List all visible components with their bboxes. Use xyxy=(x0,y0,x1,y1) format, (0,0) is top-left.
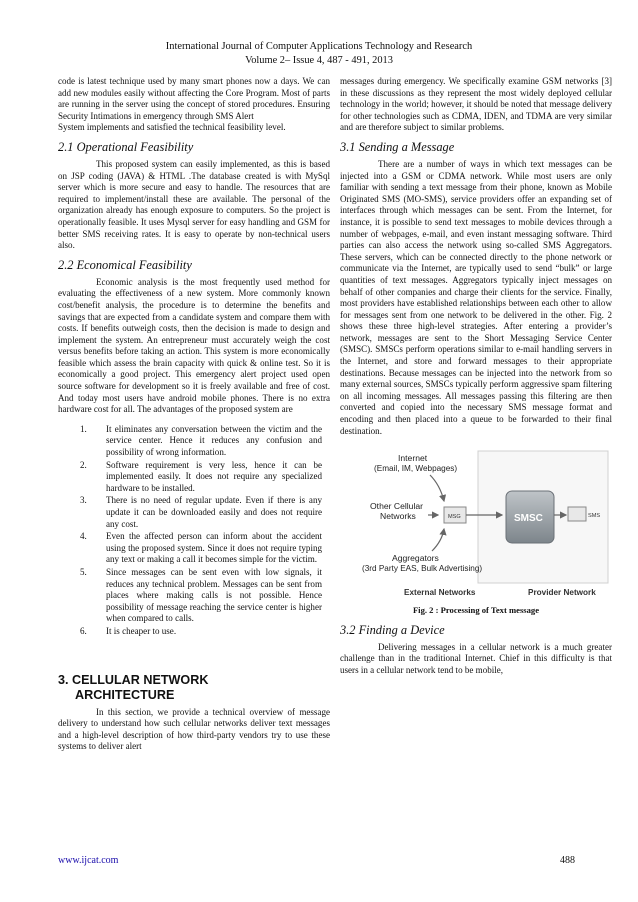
left-intro-paragraph-2: System implements and satisfied the technical feasibility level. xyxy=(58,122,286,133)
list-item xyxy=(58,460,322,495)
smsc-label: SMSC xyxy=(514,513,543,525)
list-item xyxy=(58,531,322,566)
sms-envelope-icon xyxy=(568,507,586,521)
journal-url-link[interactable]: www.ijcat.com xyxy=(58,855,119,866)
list-number: 1. xyxy=(80,423,87,434)
section-3-heading-line-1: 3. CELLULAR NETWORK xyxy=(58,672,209,687)
page-number: 488 xyxy=(560,855,575,866)
msg-label: MSG xyxy=(448,514,461,521)
list-text: Even the affected person can inform about the accident using the proposed system. Since it does not require typing any text or making a call it becomes simple for the victim. xyxy=(106,531,322,565)
list-text: Since messages can be sent even with low signals, it reduces any technical problem. Messages can be sent from places where making calls is not possible. Hence possibility of message reaching the service center is higher when compared to calls. xyxy=(106,566,322,624)
left-intro-paragraph: code is latest technique used by many smart phones now a days. We can add new modules easily without affecting the Core Program. Most of parts are running in the server using the concept of stored procedures. Ensuring Security Intimations in emergency through SMS Alert xyxy=(58,76,330,121)
section-3-2-body: Delivering messages in a cellular network is a much greater challenge than in the traditional Internet. Chief in this difficulty is that users in a cellular network tend to be mobile, xyxy=(340,641,612,675)
list-text: Software requirement is very less, hence it can be implemented easily. It does not require any specialized hardware to be installed. xyxy=(106,459,322,493)
section-3-2-heading: 3.2 Finding a Device xyxy=(340,622,445,637)
journal-volume: Volume 2– Issue 4, 487 - 491, 2013 xyxy=(245,55,393,66)
list-item xyxy=(58,626,322,638)
list-item xyxy=(58,424,322,459)
list-item xyxy=(58,495,322,530)
sms-label: SMS xyxy=(588,513,601,520)
list-number: 2. xyxy=(80,459,87,470)
aggregators-arrow xyxy=(432,529,444,551)
journal-header xyxy=(0,40,638,68)
external-networks-label: External Networks xyxy=(404,588,476,598)
section-3-heading-line-2: ARCHITECTURE xyxy=(75,687,175,702)
list-item xyxy=(58,567,322,625)
list-number: 6. xyxy=(80,625,87,636)
right-column xyxy=(340,76,612,677)
internet-arrow xyxy=(430,475,444,501)
section-3-1-body: There are a number of ways in which text messages can be injected into a GSM or CDMA network. While most users are only familiar with sending a text message from their phone, known as Mobile Originated SMS (MO-SMS), service providers offer an expanding set of interfaces through which messages can be sent. From the Internet, for instance, it is possible to send text messages to mobile devices through a number of webpages, e-mail, and even instant messaging software. Third parties can also access the network using so-called SMS Aggregators. These servers, which can be connected directly to the phone network or communicate via the Internet, are typically used to send “bulk” or large quantities of text messages. Aggregators typically inject messages on behalf of other companies and charge their clients for the service. Finally, most providers have established relationships between each other to allow for messages sent from one network to be delivered in the other. Fig. 2 shows these three high-level strategies. After entering a provider’s network, messages are sent to the Short Messaging Service Center (SMSC). SMSCs perform operations similar to e-mail handling servers in the Internet, and store and forward messages to their appropriate destinations. Because messages can be injected into the network from so many external sources, SMSCs typically perform aggressive spam filtering on all incoming messages. All messages passing this filtering are then converted and copied into the necessary SMS message format and encoding and then placed into a queue to be forwarded to their final destination. xyxy=(340,158,612,436)
aggregators-sublabel: (3rd Party EAS, Bulk Advertising) xyxy=(362,564,483,574)
list-number: 4. xyxy=(80,531,87,542)
advantages-list xyxy=(58,424,330,638)
list-text: It is cheaper to use. xyxy=(106,625,177,636)
list-text: There is no need of regular update. Even if there is any update it can be downloaded easily and does not require any cost. xyxy=(106,495,322,529)
section-2-2-heading: 2.2 Economical Feasibility xyxy=(58,257,192,272)
section-2-2-body: Economic analysis is the most frequently used method for evaluating the effectiveness of a new system. More commonly known cost/benefit analysis, the procedure is to determine the benefits and savings that are expected from a candidate system and compare them with costs. If benefits outweigh costs, then the decision is made to design and implement the system. An entrepreneur must accurately weigh the cost versus benefits before taking an action. This system is more economically feasible which assess the brain capacity with quick & online test. So it is economically a good project. This emergency alert project used open source software for development so it is freely available and free of cost. And today most users have android mobile phones. There is no extra hardware cost for all. The advantages of the proposed system are xyxy=(58,276,330,415)
other-networks-sublabel: Networks xyxy=(380,511,416,522)
section-2-1-heading: 2.1 Operational Feasibility xyxy=(58,139,194,154)
spacer xyxy=(58,639,330,673)
aggregators-label: Aggregators xyxy=(392,553,439,564)
left-column xyxy=(58,76,330,753)
list-number: 3. xyxy=(80,495,87,506)
provider-network-label: Provider Network xyxy=(528,588,596,598)
figure-2-caption: Fig. 2 : Processing of Text message xyxy=(412,605,540,616)
list-text: It eliminates any conversation between the victim and the service center. Hence it reduces any confusion and possibility of wrong information. xyxy=(106,423,322,458)
sms-network-diagram xyxy=(340,445,612,603)
other-networks-label: Other Cellular xyxy=(370,501,424,512)
internet-sublabel: (Email, IM, Webpages) xyxy=(374,464,458,474)
right-intro-paragraph: messages during emergency. We specifically examine GSM networks [3] in these discussions as they represent the most widely deployed cellular technology in the world; however, it should be noted that message delivery for other technologies such as CDMA, IDEN, and TDMA are very similar and are therefore subject to similar problems. xyxy=(340,76,612,133)
figure-2 xyxy=(340,445,612,603)
section-3-heading xyxy=(58,673,330,703)
section-3-1-heading: 3.1 Sending a Message xyxy=(340,139,455,154)
journal-title: International Journal of Computer Applications Technology and Research xyxy=(165,41,473,52)
section-2-1-body: This proposed system can easily implemented, as this is based on JSP coding (JAVA) & HTML .The database created is with MySql server which is more secure and easy to handle. The resources that are required to implement/install these are available. The personal of the organization already has enough exposure to computers. So the project is operationally feasible. It uses Mysql server for easy handling and GSM for better SMS receiving rates. It is easy to operate by non-technical users also. xyxy=(58,158,330,251)
section-3-body: In this section, we provide a technical overview of message delivery to understand how such cellular networks deliver text messages and a high-level description of how third-party vendors try to use these systems to deliver alert xyxy=(58,706,330,752)
internet-label: Internet xyxy=(398,453,428,464)
list-number: 5. xyxy=(80,566,87,577)
